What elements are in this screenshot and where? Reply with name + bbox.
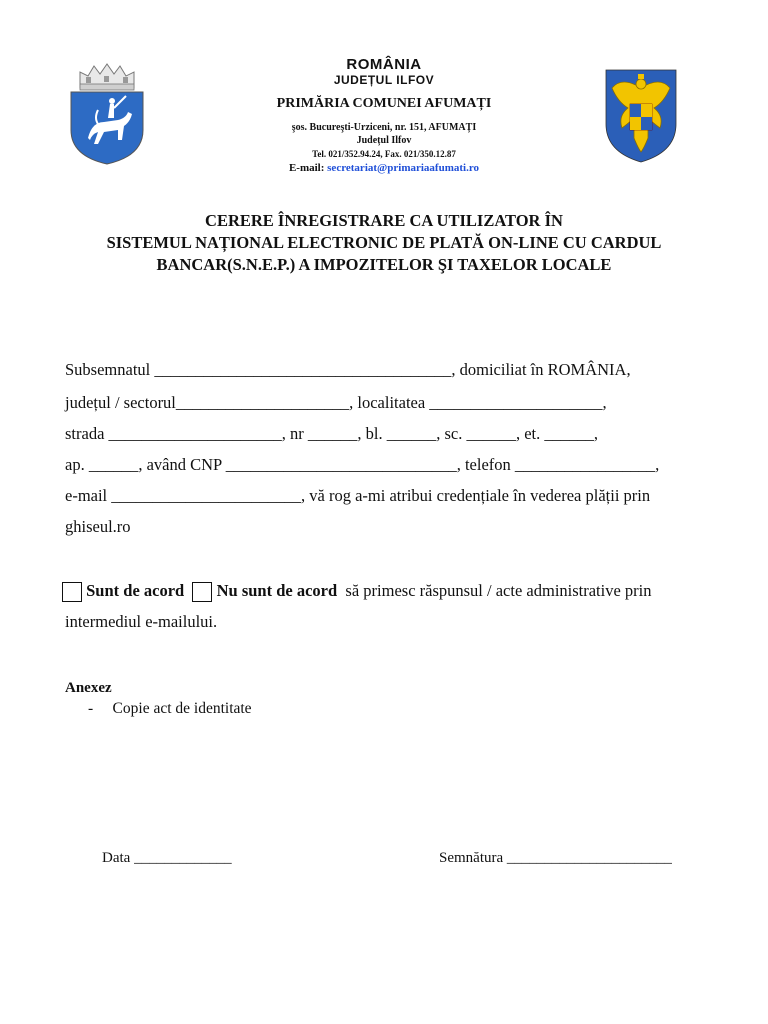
document-title	[0, 210, 768, 276]
form-line-ghiseul: ghiseul.ro	[65, 517, 131, 536]
consent-text: să primesc răspunsul / acte administrative prin	[345, 581, 652, 600]
annex-item	[88, 700, 252, 718]
header-address: şos. Bucureşti-Urziceni, nr. 151, AFUMAȚI	[291, 122, 477, 133]
header-email	[0, 162, 768, 174]
header-county-line: Județul Ilfov	[356, 135, 412, 146]
form-line-name: Subsemnatul ____________________________________, domiciliat în ROMÂNIA,	[65, 360, 631, 379]
form-line-county: județul / sectorul_____________________, localitatea _____________________,	[65, 393, 607, 412]
title-line-2: SISTEMUL NAȚIONAL ELECTRONIC DE PLATĂ ON-LINE CU CARDUL	[106, 233, 662, 252]
consent-row	[62, 581, 652, 602]
annex-bullet: -	[88, 700, 94, 717]
header-phone-fax: Tel. 021/352.94.24, Fax. 021/350.12.87	[312, 149, 456, 159]
disagree-label: Nu sunt de acord	[216, 581, 338, 600]
title-line-1: CERERE ÎNREGISTRARE CA UTILIZATOR ÎN	[205, 211, 563, 230]
header-institution: PRIMĂRIA COMUNEI AFUMAȚI	[276, 96, 492, 111]
form-line-street: strada _____________________, nr ______, bl. ______, sc. ______, et. ______,	[65, 424, 599, 443]
signature-field: Semnătura ______________________	[439, 850, 672, 866]
form-line-cnp: ap. ______, având CNP ____________________________, telefon _________________,	[65, 455, 660, 474]
title-line-3: BANCAR(S.N.E.P.) A IMPOZITELOR ŞI TAXELOR LOCALE	[156, 255, 612, 274]
header-county: JUDEȚUL ILFOV	[333, 73, 435, 87]
email-label: E-mail:	[288, 162, 328, 174]
agree-checkbox[interactable]	[62, 582, 82, 602]
form-line-email: e-mail _______________________, vă rog a-mi atribui credențiale în vederea plății prin	[65, 486, 651, 505]
disagree-checkbox[interactable]	[192, 582, 212, 602]
consent-text-line-2: intermediul e-mailului.	[65, 612, 218, 631]
header-country: ROMÂNIA	[346, 56, 422, 73]
agree-label: Sunt de acord	[86, 581, 185, 600]
annex-item-label: Copie act de identitate	[112, 700, 252, 717]
date-field: Data _____________	[102, 850, 232, 866]
annex-heading: Anexez	[65, 680, 112, 696]
email-link[interactable]: secretariat@primariaafumati.ro	[327, 162, 480, 174]
